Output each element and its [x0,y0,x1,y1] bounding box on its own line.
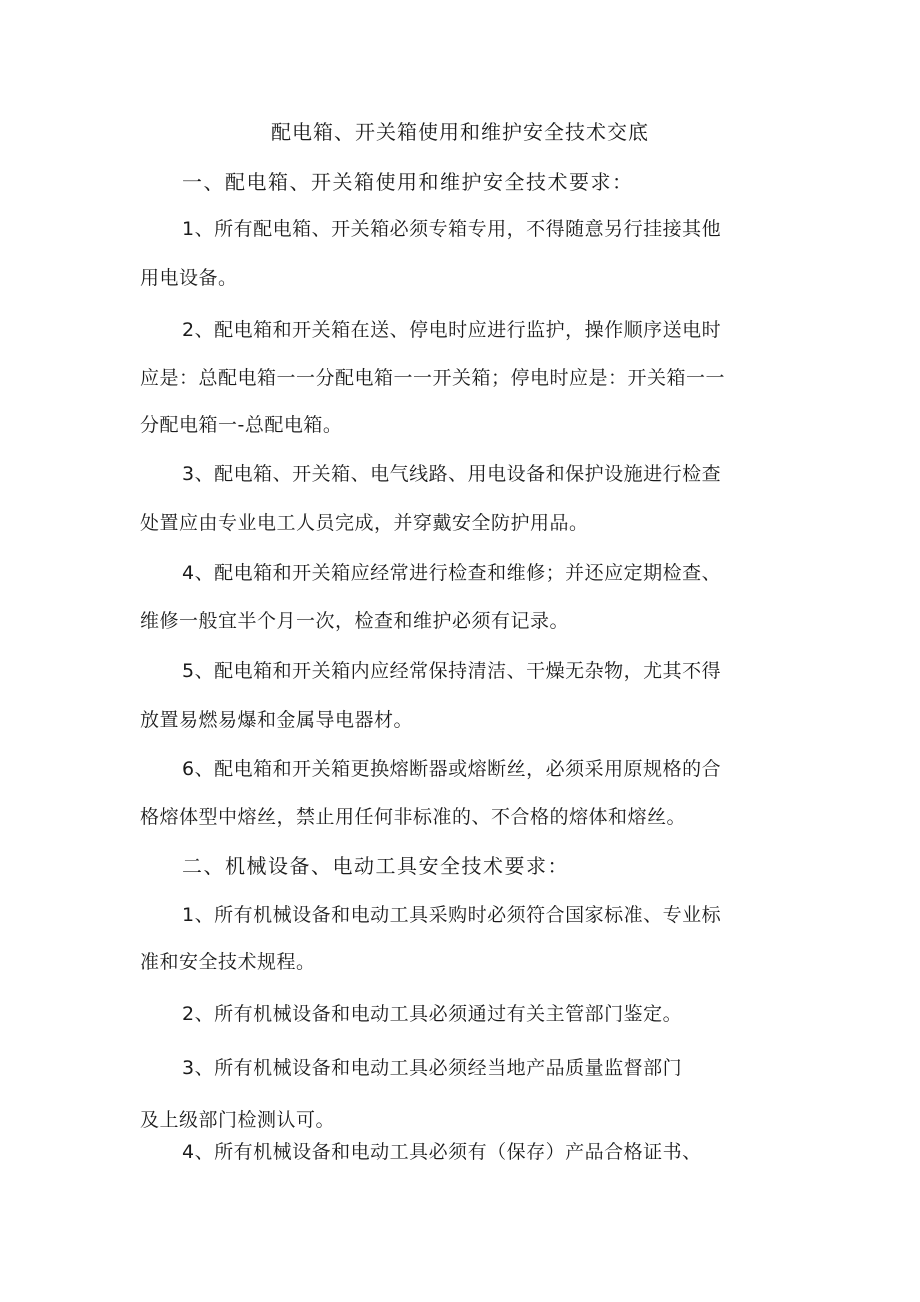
paragraph-line: 1、所有机械设备和电动工具采购时必须符合国家标准、专业标 [182,904,722,926]
paragraph-line: 格熔体型中熔丝，禁止用任何非标准的、不合格的熔体和熔丝。 [140,806,687,828]
paragraph-line: 6、配电箱和开关箱更换熔断器或熔断丝，必须采用原规格的合 [182,758,722,780]
paragraph-line: 分配电箱一-总配电箱。 [140,414,343,436]
paragraph-line: 放置易燃易爆和金属导电器材。 [140,709,414,731]
paragraph-line: 3、配电箱、开关箱、电气线路、用电设备和保护设施进行检查 [182,463,722,485]
paragraph-line: 用电设备。 [140,267,238,289]
paragraph-line: 处置应由专业电工人员完成，并穿戴安全防护用品。 [140,512,589,534]
paragraph-line: 4、所有机械设备和电动工具必须有（保存）产品合格证书、 [182,1141,702,1163]
section-heading-2: 二、机械设备、电动工具安全技术要求： [182,854,569,878]
document-title: 配电箱、开关箱使用和维护安全技术交底 [271,120,649,144]
paragraph-line: 2、所有机械设备和电动工具必须通过有关主管部门鉴定。 [182,1003,683,1025]
section-heading-1: 一、配电箱、开关箱使用和维护安全技术要求： [182,170,634,194]
paragraph-line: 4、配电箱和开关箱应经常进行检查和维修；并还应定期检查、 [182,562,722,584]
paragraph-line: 准和安全技术规程。 [140,951,316,973]
paragraph-line: 2、配电箱和开关箱在送、停电时应进行监护，操作顺序送电时 [182,319,722,341]
paragraph-line: 应是：总配电箱一一分配电箱一一开关箱；停电时应是：开关箱一一 [140,367,726,389]
paragraph-line: 5、配电箱和开关箱内应经常保持清洁、干燥无杂物，尤其不得 [182,660,722,682]
paragraph-line: 及上级部门检测认可。 [140,1109,336,1131]
paragraph-line: 3、所有机械设备和电动工具必须经当地产品质量监督部门 [182,1057,683,1079]
paragraph-line: 1、所有配电箱、开关箱必须专箱专用，不得随意另行挂接其他 [182,218,722,240]
paragraph-line: 维修一般宜半个月一次，检查和维护必须有记录。 [140,610,570,632]
